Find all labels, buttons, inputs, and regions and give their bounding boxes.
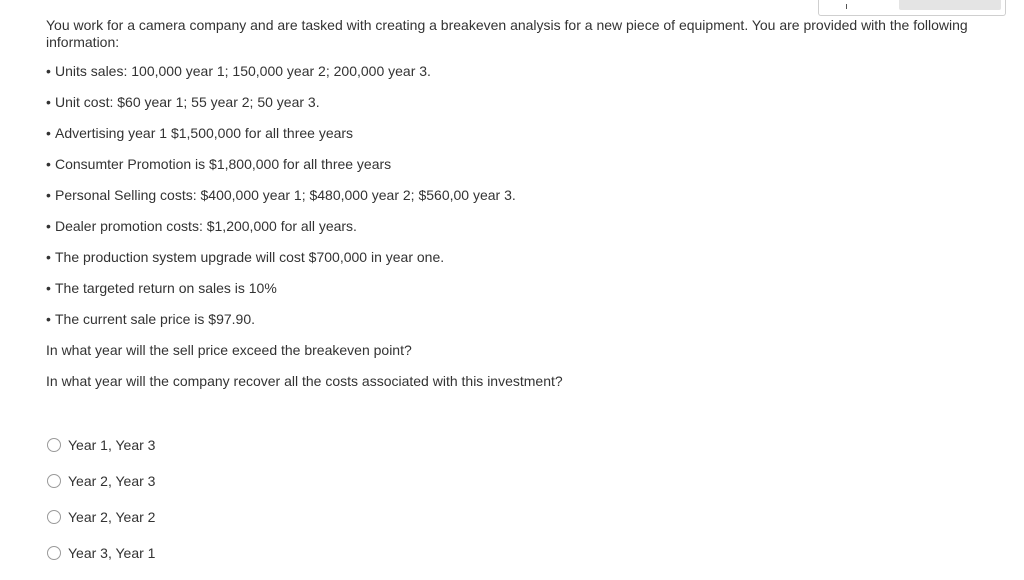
bullet-icon: • — [46, 125, 51, 141]
bullet-icon: • — [46, 63, 51, 79]
list-item-text: Advertising year 1 $1,500,000 for all three years — [55, 125, 354, 141]
list-item-text: The production system upgrade will cost $700,000 in year one. — [55, 249, 445, 265]
list-item-text: Unit cost: $60 year 1; 55 year 2; 50 year 3. — [55, 94, 320, 110]
list-item — [46, 312, 986, 343]
list-item — [46, 188, 986, 219]
question-prompt-sell-price: In what year will the sell price exceed the breakeven point? — [46, 342, 412, 358]
list-item — [46, 126, 986, 157]
bullet-icon: • — [46, 187, 51, 203]
radio-button[interactable] — [47, 546, 61, 560]
list-item — [46, 64, 986, 95]
bullet-icon: • — [46, 311, 51, 327]
list-item-text: The targeted return on sales is 10% — [55, 280, 277, 296]
list-item — [46, 281, 986, 312]
bullet-icon: • — [46, 249, 51, 265]
bullet-icon: • — [46, 280, 51, 296]
toolbar-button[interactable] — [899, 0, 1001, 10]
list-item-text: Consumter Promotion is $1,800,000 for all three years — [55, 156, 392, 172]
list-item-text: Dealer promotion costs: $1,200,000 for all years. — [55, 218, 357, 234]
answer-option[interactable] — [47, 472, 155, 508]
list-item — [46, 157, 986, 188]
divider-tick — [846, 4, 847, 9]
bullet-icon: • — [46, 156, 51, 172]
answer-option[interactable] — [47, 508, 155, 544]
bullet-icon: • — [46, 94, 51, 110]
given-information-list — [46, 64, 986, 343]
bullet-icon: • — [46, 218, 51, 234]
top-toolbar-widget — [818, 0, 1006, 16]
question-prompt-cost-recovery: In what year will the company recover all the costs associated with this investment? — [46, 373, 563, 389]
option-label: Year 1, Year 3 — [68, 437, 156, 453]
list-item — [46, 219, 986, 250]
answer-option[interactable] — [47, 544, 155, 580]
question-body — [46, 17, 986, 405]
radio-button[interactable] — [47, 510, 61, 524]
radio-button[interactable] — [47, 474, 61, 488]
list-item-text: Units sales: 100,000 year 1; 150,000 year 2; 200,000 year 3. — [55, 63, 431, 79]
list-item — [46, 250, 986, 281]
answer-options — [47, 436, 155, 580]
list-item-text: Personal Selling costs: $400,000 year 1; $480,000 year 2; $560,00 year 3. — [55, 187, 516, 203]
answer-option[interactable] — [47, 436, 155, 472]
option-label: Year 3, Year 1 — [68, 545, 156, 561]
list-item-text: The current sale price is $97.90. — [55, 311, 255, 327]
option-label: Year 2, Year 3 — [68, 473, 156, 489]
list-item — [46, 95, 986, 126]
option-label: Year 2, Year 2 — [68, 509, 156, 525]
radio-button[interactable] — [47, 438, 61, 452]
question-intro: You work for a camera company and are tasked with creating a breakeven analysis for a new piece of equipment. You are provided with the following information: — [46, 17, 968, 50]
